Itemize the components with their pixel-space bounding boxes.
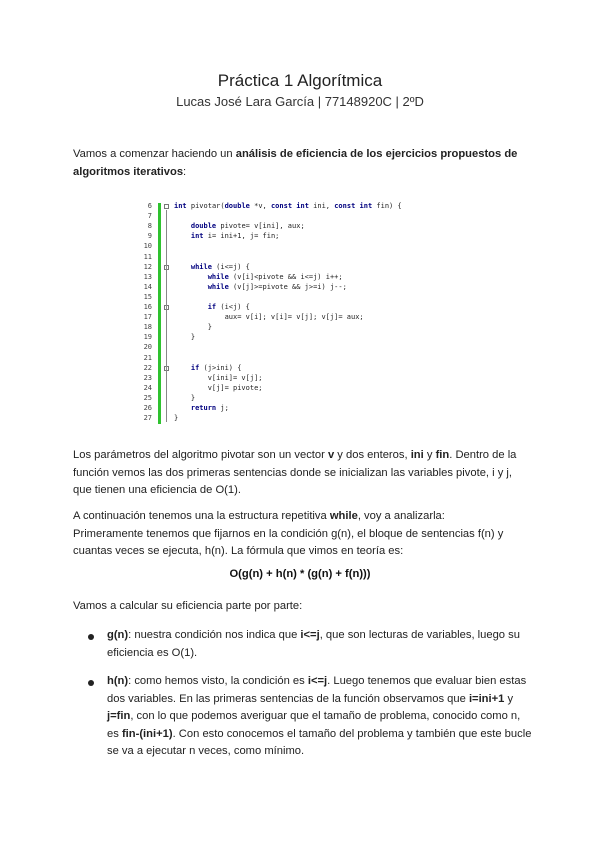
- bullet-h-j: j=fin: [107, 710, 131, 722]
- params-ini: ini: [410, 449, 424, 461]
- bullet-g-text: : nuestra condición nos indica que: [128, 629, 301, 641]
- intro-bold: análisis de eficiencia de los ejercicios propuestos de algoritmos iterativos: [73, 148, 518, 178]
- code-line-number: 27: [143, 414, 152, 423]
- params-text: y dos enteros,: [334, 449, 411, 461]
- code-keyword: double: [190, 222, 217, 231]
- code-line: [138, 374, 408, 384]
- code-line-text: aux= v[i]; v[i]= v[j]; v[j]= aux;: [174, 313, 364, 322]
- code-line: [138, 242, 408, 252]
- fold-line: [166, 210, 167, 422]
- code-line-number: 13: [143, 272, 152, 281]
- bullet-h-cond: i<=j: [307, 675, 328, 687]
- code-keyword: return: [190, 404, 217, 412]
- code-line-number: 15: [143, 292, 152, 301]
- code-line-text: }: [174, 323, 212, 332]
- calc-paragraph: Vamos a calcular su eficiencia parte por parte:: [73, 600, 303, 612]
- code-keyword: while: [190, 262, 212, 271]
- code-line-number: 12: [143, 262, 152, 271]
- code-image: [138, 199, 408, 428]
- code-line-number: 22: [143, 363, 152, 372]
- code-line-number: 14: [143, 282, 152, 291]
- code-line-number: 24: [143, 383, 152, 392]
- code-line-text: }: [174, 333, 196, 342]
- code-line: [138, 222, 408, 232]
- code-line-text: while (v[i]<pivote && i<=j) i++;: [207, 272, 343, 281]
- bullet-h: [107, 673, 532, 761]
- code-line-number: 11: [143, 252, 152, 261]
- bullet-dot: [88, 634, 94, 640]
- code-line-number: 17: [143, 313, 152, 322]
- code-line-number: 21: [143, 353, 152, 362]
- code-line: [138, 303, 408, 313]
- bullet-h-term: h(n): [107, 675, 129, 687]
- code-keyword: while: [207, 272, 229, 281]
- code-line: [138, 384, 408, 394]
- code-line-text: int pivotar(double *v, const int ini, const int fin) {: [174, 202, 402, 210]
- code-line: [138, 202, 408, 212]
- code-line-text: double pivote= v[ini], aux;: [190, 222, 305, 231]
- bullet-h-text: y: [504, 692, 514, 705]
- code-line-text: v[ini]= v[j];: [174, 373, 263, 382]
- code-line: [138, 293, 408, 303]
- code-line-number: 26: [143, 404, 152, 412]
- code-line: [138, 404, 408, 414]
- code-line-number: 19: [143, 333, 152, 342]
- code-line: [138, 253, 408, 263]
- code-keyword: int: [174, 202, 187, 210]
- code-line-text: while (i<=j) {: [190, 262, 250, 271]
- code-line: [138, 364, 408, 374]
- bullet-h-text: . Luego tenemos que evaluar bien estas dos variables. En las primeras sentencias de la función observamos que: [107, 675, 527, 705]
- code-line-text: if (i<j) {: [207, 303, 250, 311]
- code-keyword: const: [334, 202, 356, 210]
- bullet-dot: [88, 680, 94, 686]
- code-line-text: if (j>ini) {: [190, 363, 242, 372]
- code-line: [138, 313, 408, 323]
- code-keyword: int: [359, 202, 373, 210]
- code-keyword: int: [296, 202, 309, 210]
- code-line-number: 7: [147, 212, 152, 221]
- bullet-h-text: , con lo que podemos averiguar que el tamaño de problema, conocido como n, es: [107, 710, 521, 740]
- code-line-number: 9: [147, 232, 152, 241]
- code-line-text: }: [174, 414, 179, 423]
- code-line: [138, 394, 408, 404]
- code-line: [138, 354, 408, 364]
- code-line: [138, 323, 408, 333]
- code-line-number: 6: [147, 202, 152, 210]
- while-paragraph: [73, 508, 533, 561]
- while-keyword: while: [329, 510, 358, 522]
- while-text: A continuación tenemos una la estructura repetitiva: [73, 510, 330, 522]
- code-line: [138, 232, 408, 242]
- while-text: Primeramente tenemos que fijarnos en la condición g(n), el bloque de sentencias f(n) y cuantas veces se ejecuta, h(n). La fórmula que vimos en teoría es:: [73, 527, 504, 557]
- code-line-text: return j;: [190, 404, 229, 412]
- code-line: [138, 343, 408, 353]
- code-line: [138, 333, 408, 343]
- code-keyword: if: [190, 363, 200, 372]
- intro-text: Vamos a comenzar haciendo un: [73, 148, 236, 160]
- code-keyword: double: [224, 202, 250, 210]
- intro-paragraph: [73, 146, 533, 181]
- code-line-text: int i= ini+1, j= fin;: [190, 232, 280, 241]
- code-line: [138, 212, 408, 222]
- bullet-g-term: g(n): [107, 629, 129, 641]
- bullet-h-text: . Con esto conocemos el tamaño del problema y también que este bucle se va a ejecutar n veces, como mínimo.: [107, 727, 532, 757]
- code-line-number: 10: [143, 242, 152, 251]
- code-line-number: 25: [143, 393, 152, 402]
- code-line-text: while (v[j]>=pivote && j>=i) j--;: [207, 282, 347, 291]
- params-v: v: [327, 449, 335, 461]
- document-title: Práctica 1 Algorítmica: [217, 71, 383, 90]
- bullet-h-i: i=ini+1: [468, 692, 505, 705]
- intro-colon: :: [183, 165, 187, 178]
- fold-marker-icon: [164, 204, 169, 209]
- efficiency-formula: O(g(n) + h(n) * (g(n) + f(n))): [229, 568, 371, 580]
- document-subtitle: Lucas José Lara García | 77148920C | 2ºD: [176, 94, 424, 109]
- params-paragraph: [73, 447, 533, 500]
- code-line-number: 16: [143, 303, 152, 311]
- code-line: [138, 263, 408, 273]
- code-line-number: 23: [143, 373, 152, 382]
- params-text: . Dentro de la función vemos las dos primeras sentencias donde se inicializan las variables pivote, i y j, que tienen una eficiencia de O(1).: [73, 449, 517, 496]
- code-keyword: int: [190, 232, 204, 241]
- bullet-g-cond: i<=j: [300, 629, 320, 641]
- bullet-h-n: fin-(ini+1): [121, 727, 173, 740]
- params-fin: fin: [435, 449, 450, 461]
- bullet-g-text: , que son lecturas de variables, luego su eficiencia es O(1).: [107, 629, 520, 659]
- code-keyword: const: [270, 202, 293, 210]
- code-line: [138, 414, 408, 424]
- code-line-text: }: [174, 393, 196, 402]
- code-keyword: if: [207, 303, 217, 311]
- code-keyword: while: [207, 282, 229, 291]
- code-line-number: 20: [143, 343, 152, 352]
- params-text: Los parámetros del algoritmo pivotar son un vector: [73, 449, 328, 461]
- code-line: [138, 283, 408, 293]
- bullet-h-text: : como hemos visto, la condición es: [128, 675, 308, 687]
- bullet-g: [107, 627, 532, 662]
- params-text: y: [423, 449, 436, 461]
- code-line-number: 8: [147, 222, 152, 231]
- code-line-number: 18: [143, 323, 152, 332]
- code-line: [138, 273, 408, 283]
- code-line-text: v[j]= pivote;: [174, 383, 263, 392]
- while-text: , voy a analizarla:: [357, 510, 445, 522]
